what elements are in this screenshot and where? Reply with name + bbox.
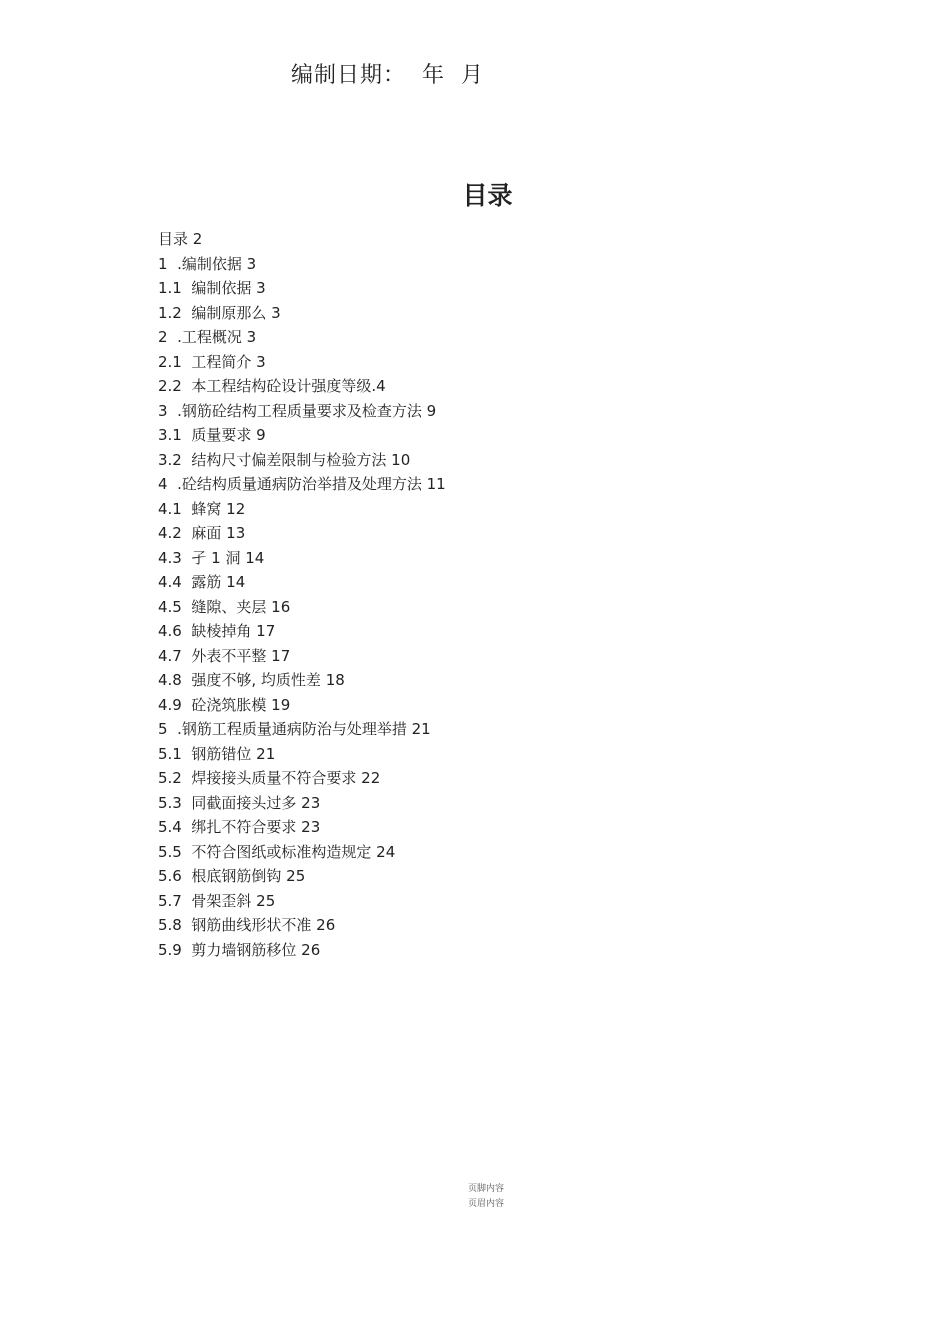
toc-item[interactable]: 5.9 剪力墙钢筋移位 26 xyxy=(158,940,321,959)
toc-item[interactable]: 1.1 编制依据 3 xyxy=(158,279,266,297)
toc-item[interactable]: 3.2 结构尺寸偏差限制与检验方法 10 xyxy=(158,450,411,469)
toc-item[interactable]: 2.2 本工程结构砼设计强度等级.4 xyxy=(158,377,386,395)
toc-item[interactable]: 4.8 强度不够, 均质性差 18 xyxy=(158,671,345,689)
toc-item[interactable]: 2.1 工程简介 3 xyxy=(158,352,266,371)
toc-item[interactable]: 目录 2 xyxy=(158,230,203,248)
toc-item[interactable]: 5 .钢筋工程质量通病防治与处理举措 21 xyxy=(158,720,431,738)
compile-date-line: 编制日期： 年 月 xyxy=(291,63,484,88)
toc-list xyxy=(158,228,446,963)
toc-item[interactable]: 5.5 不符合图纸或标准构造规定 24 xyxy=(158,842,396,861)
toc-item[interactable]: 5.4 绑扎不符合要求 23 xyxy=(158,818,321,836)
toc-item[interactable]: 4.2 麻面 13 xyxy=(158,524,246,542)
toc-title: 目录 xyxy=(462,181,513,210)
toc-item[interactable]: 5.8 钢筋曲线形状不准 26 xyxy=(158,916,336,934)
toc-item[interactable]: 5.6 根底钢筋倒钩 25 xyxy=(158,867,306,885)
toc-item[interactable]: 3.1 质量要求 9 xyxy=(158,426,266,444)
toc-item[interactable]: 4.7 外表不平整 17 xyxy=(158,646,291,665)
toc-item[interactable]: 1 .编制依据 3 xyxy=(158,254,257,273)
toc-item[interactable]: 4.4 露筋 14 xyxy=(158,573,246,591)
toc-item[interactable]: 5.3 同截面接头过多 23 xyxy=(158,793,321,812)
toc-item[interactable]: 4.3 孑 1 洞 14 xyxy=(158,548,265,567)
toc-item[interactable]: 5.7 骨架歪斜 25 xyxy=(158,891,276,910)
page-footer xyxy=(0,1182,950,1212)
toc-item[interactable]: 4 .砼结构质量通病防治举措及处理方法 11 xyxy=(158,475,446,493)
toc-item[interactable]: 3 .钢筋砼结构工程质量要求及检查方法 9 xyxy=(158,401,437,420)
toc-item[interactable]: 4.9 砼浇筑胀模 19 xyxy=(158,695,291,714)
toc-item[interactable]: 4.6 缺棱掉角 17 xyxy=(158,622,276,640)
toc-item[interactable]: 2 .工程概况 3 xyxy=(158,328,257,346)
toc-item[interactable]: 4.5 缝隙、夹层 16 xyxy=(158,597,291,616)
toc-item[interactable]: 1.2 编制原那么 3 xyxy=(158,303,281,322)
footer-text: 页脚内容 xyxy=(467,1184,504,1194)
toc-item[interactable]: 5.2 焊接接头质量不符合要求 22 xyxy=(158,769,381,787)
toc-item[interactable]: 5.1 钢筋错位 21 xyxy=(158,744,276,763)
header-text: 页眉内容 xyxy=(467,1199,504,1209)
toc-item[interactable]: 4.1 蜂窝 12 xyxy=(158,499,246,518)
